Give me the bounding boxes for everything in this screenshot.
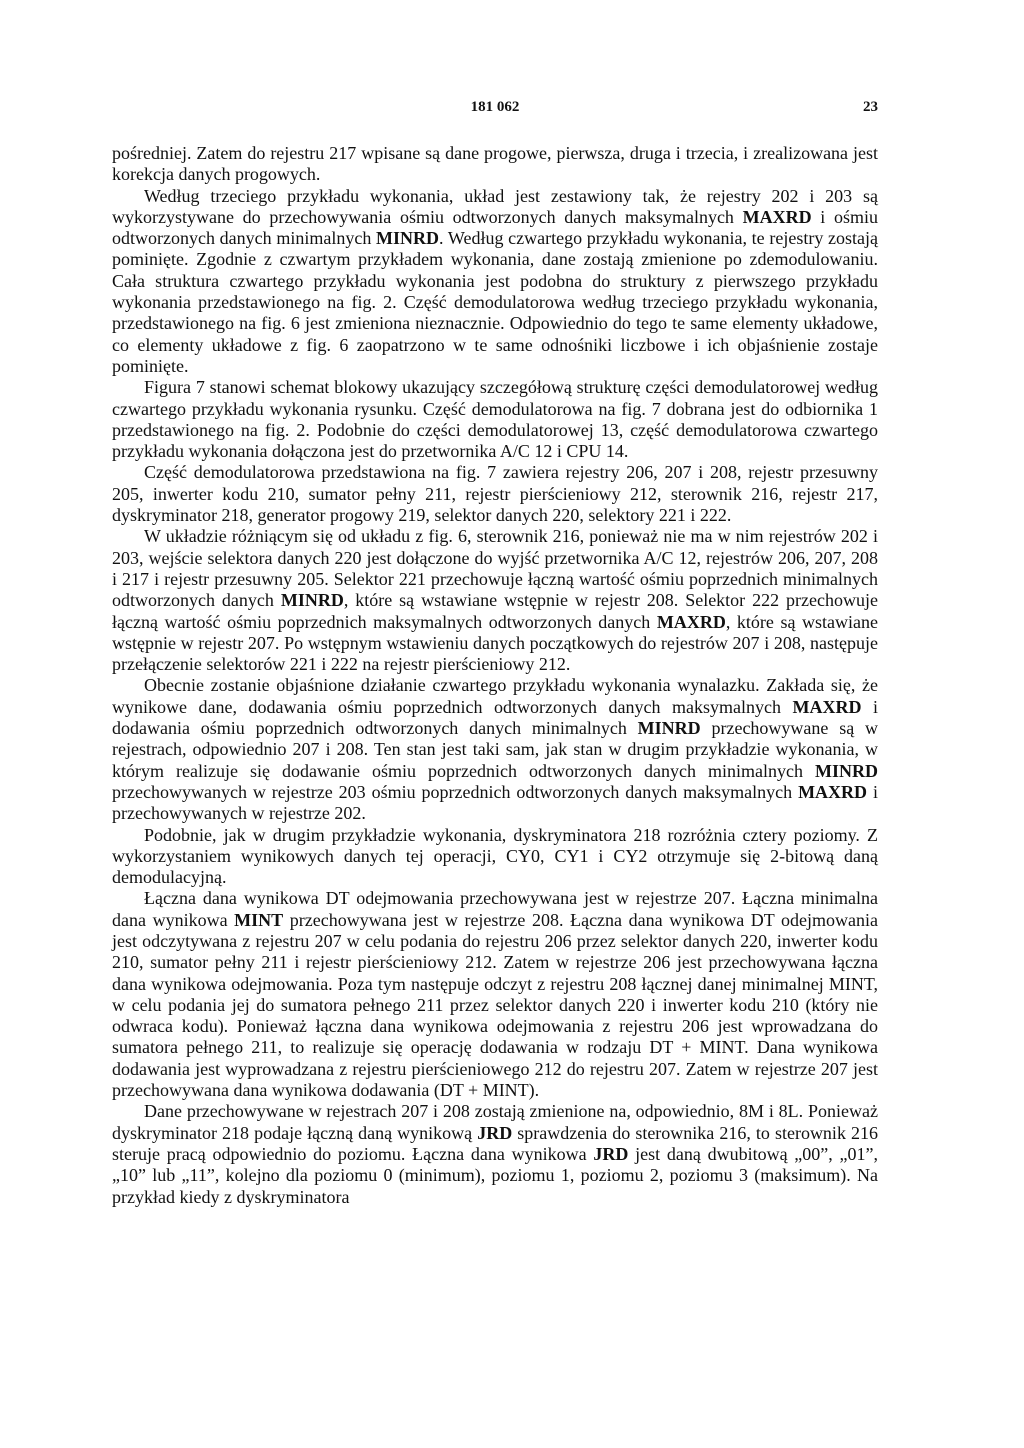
bold-term: MINT [234,909,284,930]
text-run: przechowywanych w rejestrze 203 ośmiu poprzednich odtworzonych danych maksymalnych [112,781,799,802]
paragraph [112,377,878,462]
text-run: sprawdzenia do sterownika 216, to sterownik 216 steruje pracą odpowiednio do poziomu. Łączna dana wynikowa [112,1122,878,1164]
bold-term: MAXRD [792,696,862,717]
paragraph [112,186,878,378]
body-text [112,143,878,1208]
bold-term: MINRD [376,228,440,249]
text-run: , które są wstawiane wstępnie w rejestr 207. Po wstępnym wstawieniu danych początkowych do rejestrów 207 i 208, następuje przełączenie selektorów 221 i 222 na rejestr pierścieniowy 212. [112,611,878,675]
text-run: i przechowywanych w rejestrze 202. [112,781,878,824]
paragraph [112,462,878,526]
text-run: i ośmiu odtworzonych danych minimalnych [112,206,878,249]
page [112,95,878,1208]
text-run: Obecnie zostanie objaśnione działanie czwartego przykładu wykonania wynalazku. Zakłada się, że wynikowe dane, dodawania ośmiu poprzednich odtworzonych danych maksymalnych [112,675,878,717]
text-run: Dane przechowywane w rejestrach 207 i 208 zostają zmienione na, odpowiednio, 8M i 8L. Ponieważ dyskryminator 218 podaje łączną daną wynikową [112,1101,878,1143]
bold-term: MAXRD [798,781,868,802]
page-header [112,95,878,119]
text-run: jest daną dwubitową „00”, „01”, „10” lub „11”, kolejno dla poziomu 0 (minimum), poziomu 1, poziomu 2, poziomu 3 (maksimum). Na przykład kiedy z dyskryminatora [112,1143,879,1207]
text-run: Figura 7 stanowi schemat blokowy ukazujący szczegółową strukturę części demodulatorowej według czwartego przykładu wykonania rysunku. Część demodulatorowa na fig. 7 dobrana jest do odbiornika 1 przedstawionego na fig. 2. Podobnie do części demodulatorowej 13, część demodulatorowa czwartego przykładu wykonania dołączona jest do przetwornika A/C 12 i CPU 14. [112,377,878,462]
bold-term: JRD [593,1143,629,1164]
paragraph [112,1101,878,1207]
text-run: , które są wstawiane wstępnie w rejestr 208. Selektor 222 przechowuje łączną wartość ośmiu poprzednich maksymalnych odtworzonych danych [112,590,878,632]
text-run: Według trzeciego przykładu wykonania, układ jest zestawiony tak, że rejestry 202 i 203 są wykorzystywane do przechowywania ośmiu odtworzonych danych maksymalnych [112,185,878,227]
text-run: . Według czwartego przykładu wykonania, te rejestry zostają pominięte. Zgodnie z czwartym przykładem wykonania, dane zostają zmienione po zdemodulowaniu. Cała struktura czwartego przykładu wykonania jest podobna do struktury z pierwszego przykładu wykonania przedstawionego na fig. 2. Część demodulatorowa według trzeciego przykładu wykonania, przedstawionego na fig. 6 jest zmieniona nieznacznie. Odpowiednio do tego te same elementy układowe, co elementy układowe z fig. 6 zaopatrzono w te same odnośniki liczbowe i ich objaśnienie zostaje pominięte. [112,228,879,376]
text-run: przechowywane są w rejestrach, odpowiednio 207 i 208. Ten stan jest taki sam, jak stan w drugim przykładzie wykonania, w którym realizuje się dodawanie ośmiu poprzednich odtworzonych danych minimalnych [112,718,878,781]
text-run: Część demodulatorowa przedstawiona na fig. 7 zawiera rejestry 206, 207 i 208, rejestr przesuwny 205, inwerter kodu 210, sumator pełny 211, rejestr pierścieniowy 212, sterownik 216, rejestr 217, dyskryminator 218, generator progowy 219, selektor danych 220, selektory 221 i 222. [112,462,878,526]
paragraph [112,888,878,1101]
bold-term: MINRD [280,590,344,611]
page-number: 23 [863,99,878,115]
bold-term: MAXRD [656,611,726,632]
bold-term: MINRD [815,760,878,781]
text-run: przechowywana jest w rejestrze 208. Łączna dana wynikowa DT odejmowania jest odczytywana z rejestru 207 w celu podania do rejestru 206 przez selektor danych 220, inwerter kodu 210, sumator pełny 211 i rejestr pierścieniowy 212. Zatem w rejestrze 206 jest przechowywana łączna dana wynikowa odejmowania. Poza tym następuje odczyt z rejestru 208 łącznej danej minimalnej MINT, w celu podania jej do sumatora pełnego 211 przez selektor danych 220 i inwerter kodu 210 (który nie odwraca kodu). Ponieważ łączna dana wynikowa odejmowania z rejestru 206 jest wprowadzana do sumatora pełnego 211, to realizuje się operację dodawania w rodzaju DT + MINT. Dana wynikowa dodawania jest wyprowadzana z rejestru pierścieniowego 212 do rejestru 207. Zatem w rejestrze 207 jest przechowywana dana wynikowa dodawania (DT + MINT). [112,909,878,1101]
text-run: Podobnie, jak w drugim przykładzie wykonania, dyskryminatora 218 rozróżnia cztery poziomy. Z wykorzystaniem wynikowych danych tej operacji, CY0, CY1 i CY2 otrzymuje się 2-bitową daną demodulacyjną. [112,824,878,888]
bold-term: MAXRD [742,206,812,227]
text-run: Łączna dana wynikowa DT odejmowania przechowywana jest w rejestrze 207. Łączna minimalna dana wynikowa [112,888,878,930]
paragraph [112,675,878,824]
text-run: pośredniej. Zatem do rejestru 217 wpisane są dane progowe, pierwsza, druga i trzecia, i zrealizowana jest korekcja danych progowych. [112,143,878,185]
paragraph [112,526,878,675]
paragraph [112,825,878,889]
bold-term: MINRD [637,718,701,739]
text-run: W układzie różniącym się od układu z fig. 6, sterownik 216, ponieważ nie ma w nim rejestrów 202 i 203, wejście selektora danych 220 jest dołączone do wyjść przetwornika A/C 12, rejestrów 206, 207, 208 i 217 i rejestr przesuwny 205. Selektor 221 przechowuje łączną wartość ośmiu poprzednich minimalnych odtworzonych danych [112,526,878,611]
paragraph [112,143,878,186]
bold-term: JRD [477,1122,513,1143]
document-number: 181 062 [470,99,520,115]
text-run: i dodawania ośmiu poprzednich odtworzonych danych minimalnych [112,696,878,739]
